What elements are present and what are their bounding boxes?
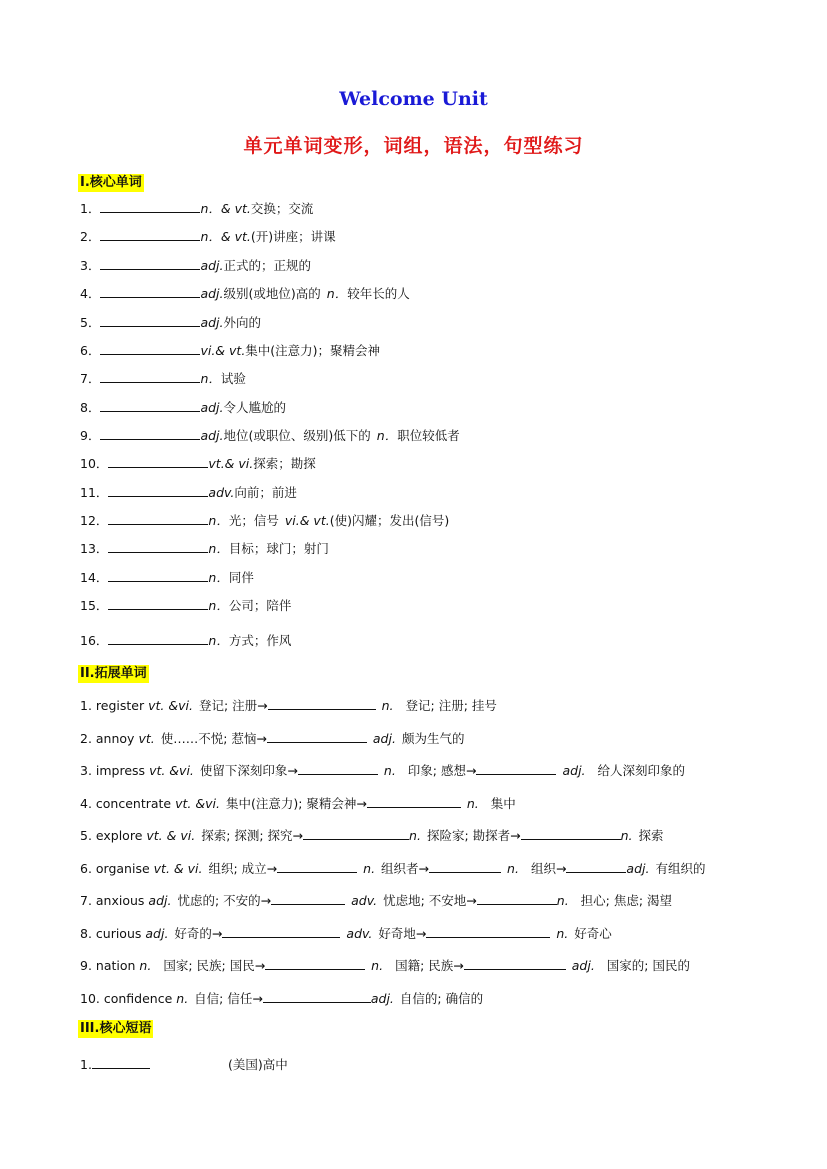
answer-blank[interactable]: [100, 426, 200, 440]
core-word-line: 4． adj.级别(或地位)高的 n．较年长的人: [80, 286, 410, 301]
answer-blank[interactable]: [100, 341, 200, 355]
answer-blank[interactable]: [426, 924, 550, 938]
extended-word-line: 2. annoy vt. 使……不悦; 惹恼→ adj. 颇为生气的: [80, 731, 465, 746]
answer-blank[interactable]: [92, 1055, 150, 1069]
answer-blank[interactable]: [108, 631, 208, 645]
core-word-line: 5． adj.外向的: [80, 315, 262, 330]
core-word-line: 2． n．& vt.(开)讲座；讲课: [80, 229, 336, 244]
extended-word-line: 1. register vt. &vi. 登记; 注册→ n. 登记; 注册; 挂号: [80, 698, 497, 713]
answer-blank[interactable]: [263, 989, 371, 1003]
core-word-line: 10． vt.& vi.探索；勘探: [80, 456, 316, 471]
answer-blank[interactable]: [298, 761, 378, 775]
answer-blank[interactable]: [108, 454, 208, 468]
answer-blank[interactable]: [268, 696, 376, 710]
extended-word-line: 3. impress vt. &vi. 使留下深刻印象→ n. 印象; 感想→ adj. 给人深刻印象的: [80, 763, 686, 778]
answer-blank[interactable]: [521, 826, 621, 840]
extended-word-line: 8. curious adj. 好奇的→ adv. 好奇地→ n. 好奇心: [80, 926, 612, 941]
core-word-line: 6． vi.& vt.集中(注意力)；聚精会神: [80, 343, 381, 358]
core-word-line: 11． adv.向前；前进: [80, 485, 297, 500]
extended-word-line: 9. nation n. 国家; 民族; 国民→ n. 国籍; 民族→ adj. 国家的; 国民的: [80, 958, 690, 973]
core-word-line: 12． n．光；信号 vi.& vt.(使)闪耀；发出(信号): [80, 513, 450, 528]
answer-blank[interactable]: [429, 859, 501, 873]
answer-blank[interactable]: [265, 956, 365, 970]
core-word-line: 9． adj.地位(或职位、级别)低下的 n．职位较低者: [80, 428, 460, 443]
core-word-line: 1． n．& vt.交换；交流: [80, 201, 314, 216]
answer-blank[interactable]: [108, 596, 208, 610]
extended-word-line: 4. concentrate vt. &vi. 集中(注意力); 聚精会神→ n. 集中: [80, 796, 516, 811]
core-word-line: 7． n．试验: [80, 371, 246, 386]
answer-blank[interactable]: [566, 859, 626, 873]
document-subtitle: 单元单词变形，词组，语法，句型练习: [243, 135, 584, 157]
answer-blank[interactable]: [222, 924, 340, 938]
answer-blank[interactable]: [100, 313, 200, 327]
answer-blank[interactable]: [100, 199, 200, 213]
core-word-line: 14． n．同伴: [80, 570, 254, 585]
extended-word-line: 10. confidence n. 自信; 信任→ adj. 自信的; 确信的: [80, 991, 484, 1006]
answer-blank[interactable]: [100, 369, 200, 383]
extended-word-line: 6. organise vt. & vi. 组织; 成立→ n. 组织者→ n. 组织→ adj. 有组织的: [80, 861, 706, 876]
answer-blank[interactable]: [267, 729, 367, 743]
core-word-line: 16． n．方式；作风: [80, 633, 292, 648]
answer-blank[interactable]: [477, 891, 557, 905]
answer-blank[interactable]: [277, 859, 357, 873]
answer-blank[interactable]: [100, 398, 200, 412]
answer-blank[interactable]: [100, 284, 200, 298]
document-title: Welcome Unit: [339, 88, 488, 110]
core-word-line: 8． adj.令人尴尬的: [80, 400, 287, 415]
answer-blank[interactable]: [100, 256, 200, 270]
answer-blank[interactable]: [108, 511, 208, 525]
extended-word-line: 7. anxious adj. 忧虑的; 不安的→ adv. 忧虑地; 不安地→ n. 担心; 焦虑; 渴望: [80, 893, 673, 908]
core-word-line: 3． adj.正式的；正规的: [80, 258, 312, 273]
core-phrase-line: 1. (美国)高中: [80, 1057, 288, 1072]
answer-blank[interactable]: [367, 794, 461, 808]
answer-blank[interactable]: [303, 826, 409, 840]
answer-blank[interactable]: [108, 483, 208, 497]
section-heading-core-phrases: III.核心短语: [80, 1021, 152, 1036]
extended-word-line: 5. explore vt. & vi. 探索; 探测; 探究→ n. 探险家; 勘探者→ n. 探索: [80, 828, 664, 843]
answer-blank[interactable]: [100, 227, 200, 241]
answer-blank[interactable]: [271, 891, 345, 905]
section-heading-extended-words: II.拓展单词: [80, 666, 147, 681]
answer-blank[interactable]: [108, 539, 208, 553]
answer-blank[interactable]: [464, 956, 566, 970]
section-heading-core-words: I.核心单词: [80, 175, 142, 190]
answer-blank[interactable]: [476, 761, 556, 775]
answer-blank[interactable]: [108, 568, 208, 582]
core-word-line: 15． n．公司；陪伴: [80, 598, 292, 613]
core-word-line: 13． n．目标；球门；射门: [80, 541, 329, 556]
